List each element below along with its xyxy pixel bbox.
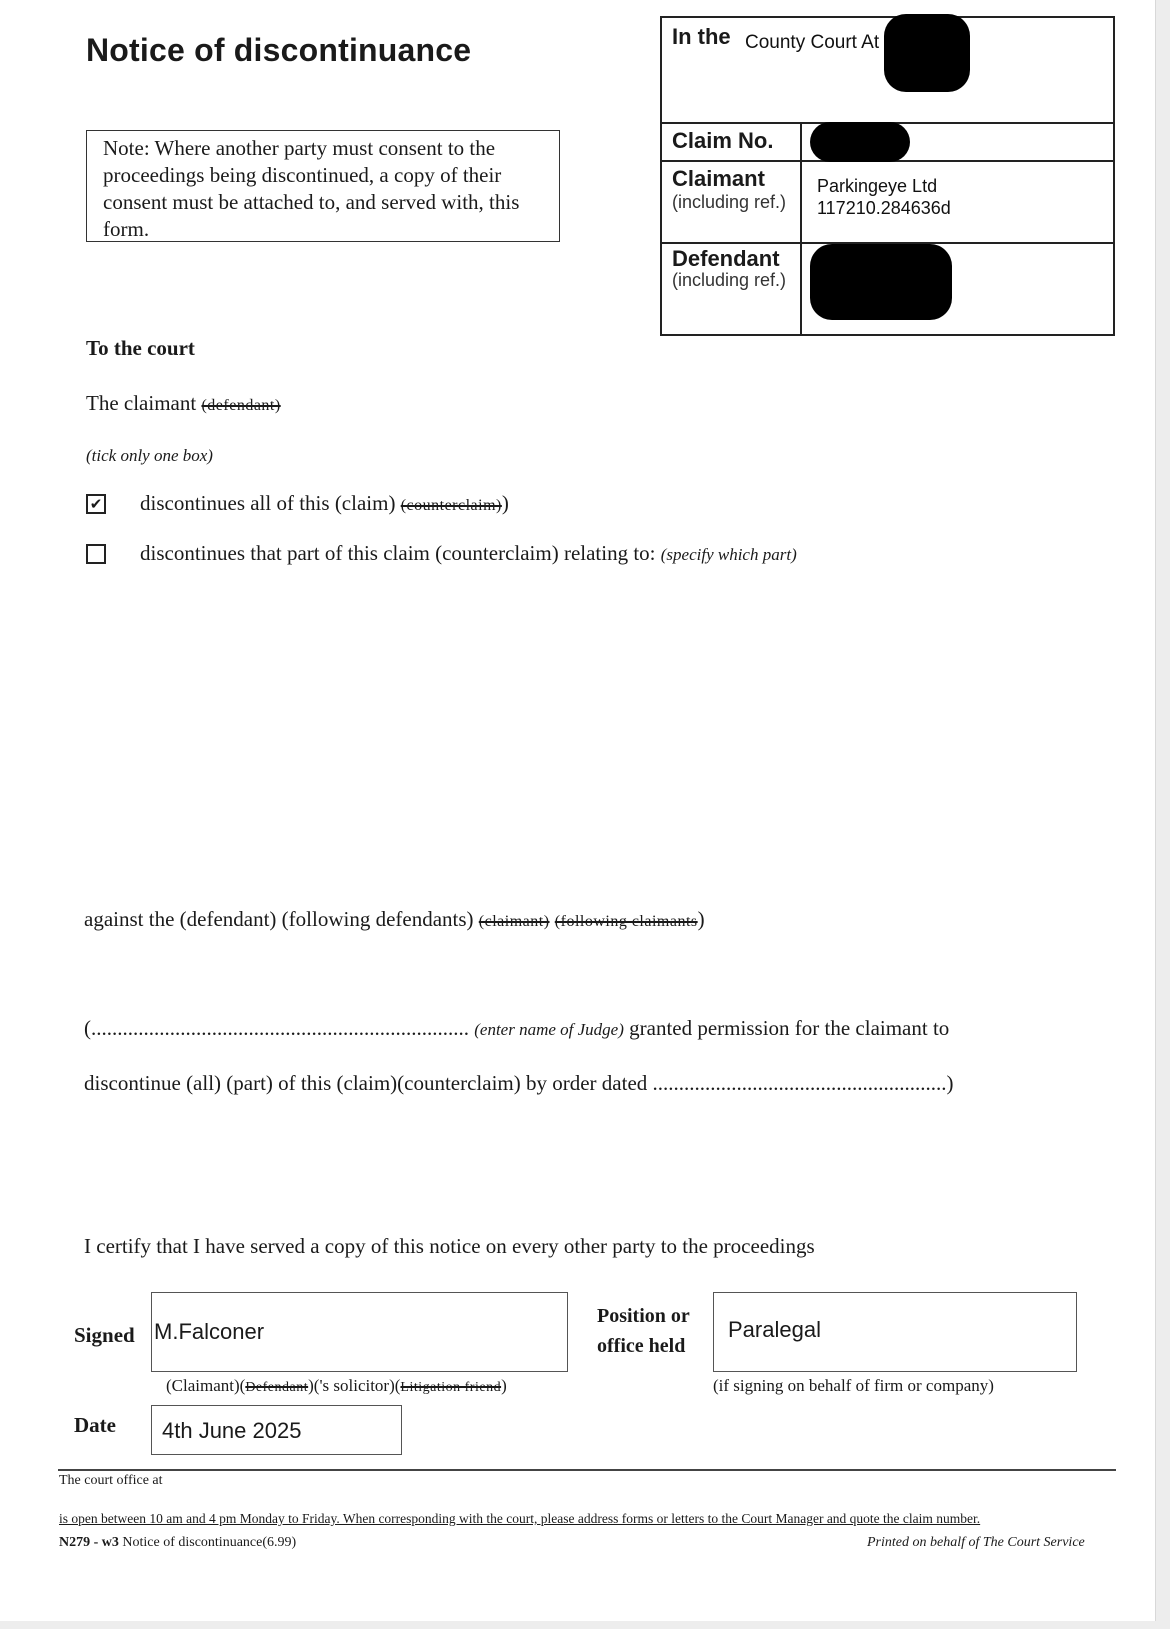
page-frame-edge — [1155, 0, 1170, 1629]
date-field[interactable]: 4th June 2025 — [151, 1405, 402, 1455]
capacity-end: ) — [501, 1376, 507, 1395]
option-text: discontinues all of this (claim) — [140, 491, 396, 515]
discontinue-all-checkbox[interactable]: ✔ — [86, 494, 106, 514]
consent-note: Note: Where another party must consent to the proceedings being discontinued, a copy of their consent must be attached to, and served with, this form. — [86, 130, 560, 242]
against-struck-claimants: (following claimants — [554, 913, 698, 930]
form-name: Notice of discontinuance(6.99) — [122, 1535, 297, 1550]
option-struck: (counterclaim) — [400, 497, 502, 514]
form-reference — [59, 1535, 296, 1551]
option-hint: (specify which part) — [660, 545, 797, 564]
page-frame-bottom — [0, 1621, 1170, 1629]
position-field[interactable]: Paralegal — [713, 1292, 1077, 1372]
against-statement — [84, 907, 705, 932]
redaction-claim-no — [810, 122, 910, 162]
against-closing: ) — [697, 907, 705, 931]
option-text: discontinues that part of this claim (counterclaim) relating to: — [140, 541, 656, 565]
option-discontinue-part — [140, 541, 797, 566]
certify-statement: I certify that I have served a copy of this notice on every other party to the proceedings — [84, 1234, 815, 1258]
page-title: Notice of discontinuance — [86, 32, 472, 68]
claimant-reference: 117210.284636d — [817, 198, 951, 218]
position-label-line: office held — [597, 1335, 686, 1357]
party-statement — [86, 391, 281, 416]
firm-note: (if signing on behalf of firm or company) — [713, 1376, 994, 1395]
to-the-court-heading: To the court — [86, 336, 195, 360]
against-text: against the (defendant) (following defendants) — [84, 907, 474, 931]
position-label — [597, 1301, 690, 1361]
capacity-prefix: (Claimant)( — [166, 1376, 246, 1395]
court-header-table — [660, 16, 1115, 336]
date-label: Date — [74, 1413, 116, 1437]
form-code: N279 - w3 — [59, 1535, 119, 1550]
signed-label: Signed — [74, 1323, 135, 1347]
claimant-name: Parkingeye Ltd — [817, 176, 938, 196]
judge-hint: (enter name of Judge) — [474, 1020, 624, 1039]
signed-field[interactable]: M.Falconer — [151, 1292, 568, 1372]
option-discontinue-all — [140, 491, 509, 516]
claim-no-label: Claim No. — [672, 128, 774, 153]
defendant-label: Defendant — [672, 246, 780, 271]
position-label-line: Position or — [597, 1305, 690, 1327]
in-the-label: In the — [672, 24, 731, 49]
claimant-sublabel: (including ref.) — [672, 192, 787, 212]
party-prefix: The claimant — [86, 391, 197, 415]
redaction-court — [884, 14, 970, 92]
tick-instruction: (tick only one box) — [86, 446, 213, 465]
permission-line-2: discontinue (all) (part) of this (claim)(counterclaim) by order dated ........................................................) — [84, 1071, 954, 1095]
court-hours-notice: is open between 10 am and 4 pm Monday to Friday. When corresponding with the court, please address forms or letters to the Court Manager and quote the claim number. — [59, 1511, 981, 1526]
claimant-label: Claimant — [672, 166, 765, 191]
party-struck: (defendant) — [201, 397, 281, 414]
option-closing: ) — [501, 491, 509, 515]
footer-divider — [58, 1469, 1116, 1471]
capacity-mid: )('s solicitor)( — [308, 1376, 401, 1395]
discontinue-part-checkbox[interactable] — [86, 544, 106, 564]
signatory-capacity — [166, 1376, 507, 1396]
judge-dotted-line: (........................................................................ — [84, 1016, 469, 1040]
defendant-sublabel: (including ref.) — [672, 270, 787, 290]
permission-text: granted permission for the claimant to — [629, 1016, 950, 1040]
redaction-defendant — [810, 244, 952, 320]
divider — [800, 122, 802, 334]
permission-line-1 — [84, 1016, 949, 1041]
against-struck-claimant: (claimant) — [478, 913, 550, 930]
capacity-struck-defendant: Defendant — [245, 1380, 309, 1395]
court-office-label: The court office at — [59, 1473, 163, 1488]
court-name-value: County Court At — [745, 32, 880, 53]
printed-by: Printed on behalf of The Court Service — [867, 1535, 1085, 1550]
capacity-struck-litigation-friend: Litigation friend — [400, 1380, 502, 1395]
